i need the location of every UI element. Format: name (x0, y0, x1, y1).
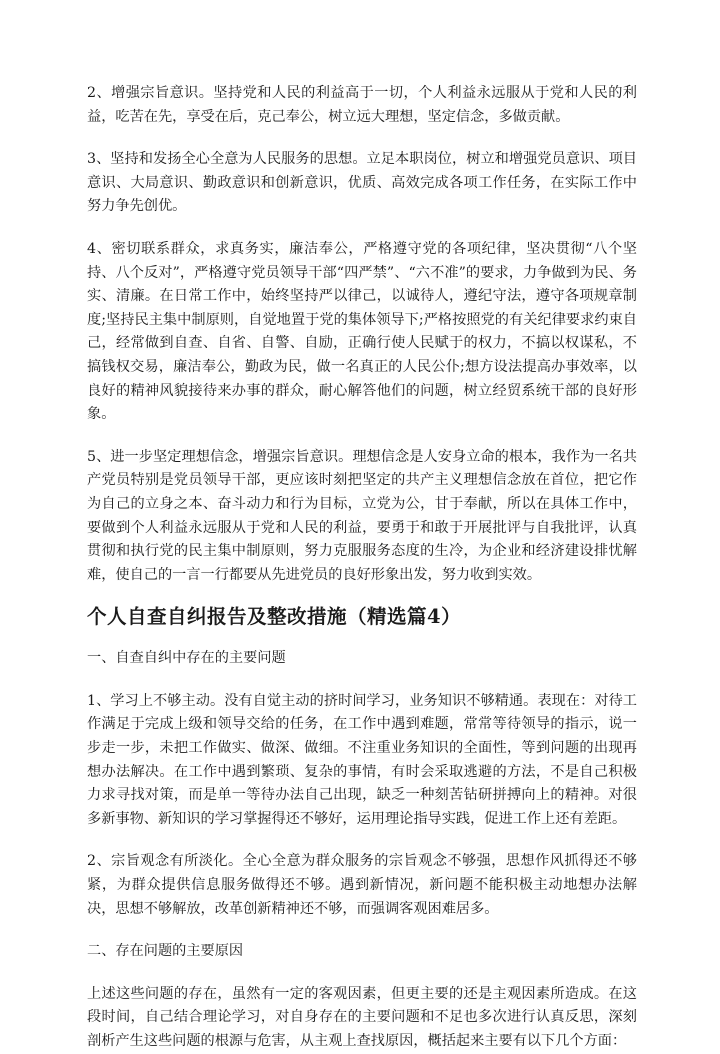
paragraph-item-5: 5、进一步坚定理想信念，增强宗旨意识。理想信念是人安身立命的根本，我作为一名共产党员特别是党员领导干部，更应该时刻把坚定的共产主义理想信念放在首位，把它作为自己的立身之本、奋斗动力和行为目标，立党为公，甘于奉献，所以在具体工作中，要做到个人利益永远服从于党和人民的利益，要勇于和敢于开展批评与自我批评，认真贯彻和执行党的民主集中制原则，努力克服服务态度的生冷，为企业和经济建设排忧解难，使自己的一言一行都要从先进党员的良好形象出发，努力收到实效。 (87, 448, 637, 583)
subsection-title-problems: 一、自查自纠中存在的主要问题 (87, 650, 286, 667)
paragraph-item-3: 3、坚持和发扬全心全意为人民服务的思想。立足本职岗位，树立和增强党员意识、项目意识、大局意识、勤政意识和创新意识，优质、高效完成各项工作任务，在实际工作中努力争先创优。 (87, 151, 637, 215)
subsection-title-causes: 二、存在问题的主要原因 (87, 943, 244, 960)
problem-paragraph-2: 2、宗旨观念有所淡化。全心全意为群众服务的宗旨观念不够强，思想作风抓得还不够紧，为群众提供信息服务做得还不够。遇到新情况，新问题不能积极主动地想办法解决，思想不够解放，改革创新精神还不够，而强调客观困难居多。 (87, 853, 637, 917)
paragraph-item-2: 2、增强宗旨意识。坚持党和人民的利益高于一切，个人利益永远服从于党和人民的利益，吃苦在先，享受在后，克己奉公，树立远大理想，坚定信念，多做贡献。 (87, 85, 637, 125)
document-page (87, 82, 637, 1054)
problem-paragraph-1: 1、学习上不够主动。没有自觉主动的挤时间学习，业务知识不够精通。表现在：对待工作满足于完成上级和领导交给的任务，在工作中遇到难题，常常等待领导的指示，说一步走一步，未把工作做实、做深、做细。不注重业务知识的全面性，等到问题的出现再想办法解决。在工作中遇到繁琐、复杂的事情，有时会采取逃避的方法，不是自己积极力求寻找对策，而是单一等待办法自己出现，缺乏一种刻苦钻研拼搏向上的精神。对很多新事物、新知识的学习掌握得还不够好，运用理论指导实践，促进工作上还有差距。 (87, 692, 637, 827)
cause-paragraph-1: 上述这些问题的存在，虽然有一定的客观因素，但更主要的还是主观因素所造成。在这段时间，自己结合理论学习，对自身存在的主要问题和不足也多次进行认真反思，深刻剖析产生这些问题的根源与危害，从主观上查找原因，概括起来主要有以下几个方面： (87, 985, 637, 1049)
section-heading: 个人自查自纠报告及整改措施（精选篇4） (87, 605, 462, 629)
paragraph-item-4: 4、密切联系群众，求真务实，廉洁奉公，严格遵守党的各项纪律，坚决贯彻“八个坚持、八个反对”，严格遵守党员领导干部“四严禁”、“六不准”的要求，力争做到为民、务实、清廉。在日常工作中，始终坚持严以律己，以诚待人，遵纪守法，遵守各项规章制度;坚持民主集中制原则，自觉地置于党的集体领导下;严格按照党的有关纪律要求约束自己，经常做到自查、自省、自警、自励，正确行使人民赋于的权力，不搞以权谋私，不搞钱权交易，廉洁奉公，勤政为民，做一名真正的人民公仆;想方设法提高办事效率，以良好的精神风貌接待来办事的群众，耐心解答他们的问题，树立经贸系统干部的良好形象。 (87, 240, 637, 423)
